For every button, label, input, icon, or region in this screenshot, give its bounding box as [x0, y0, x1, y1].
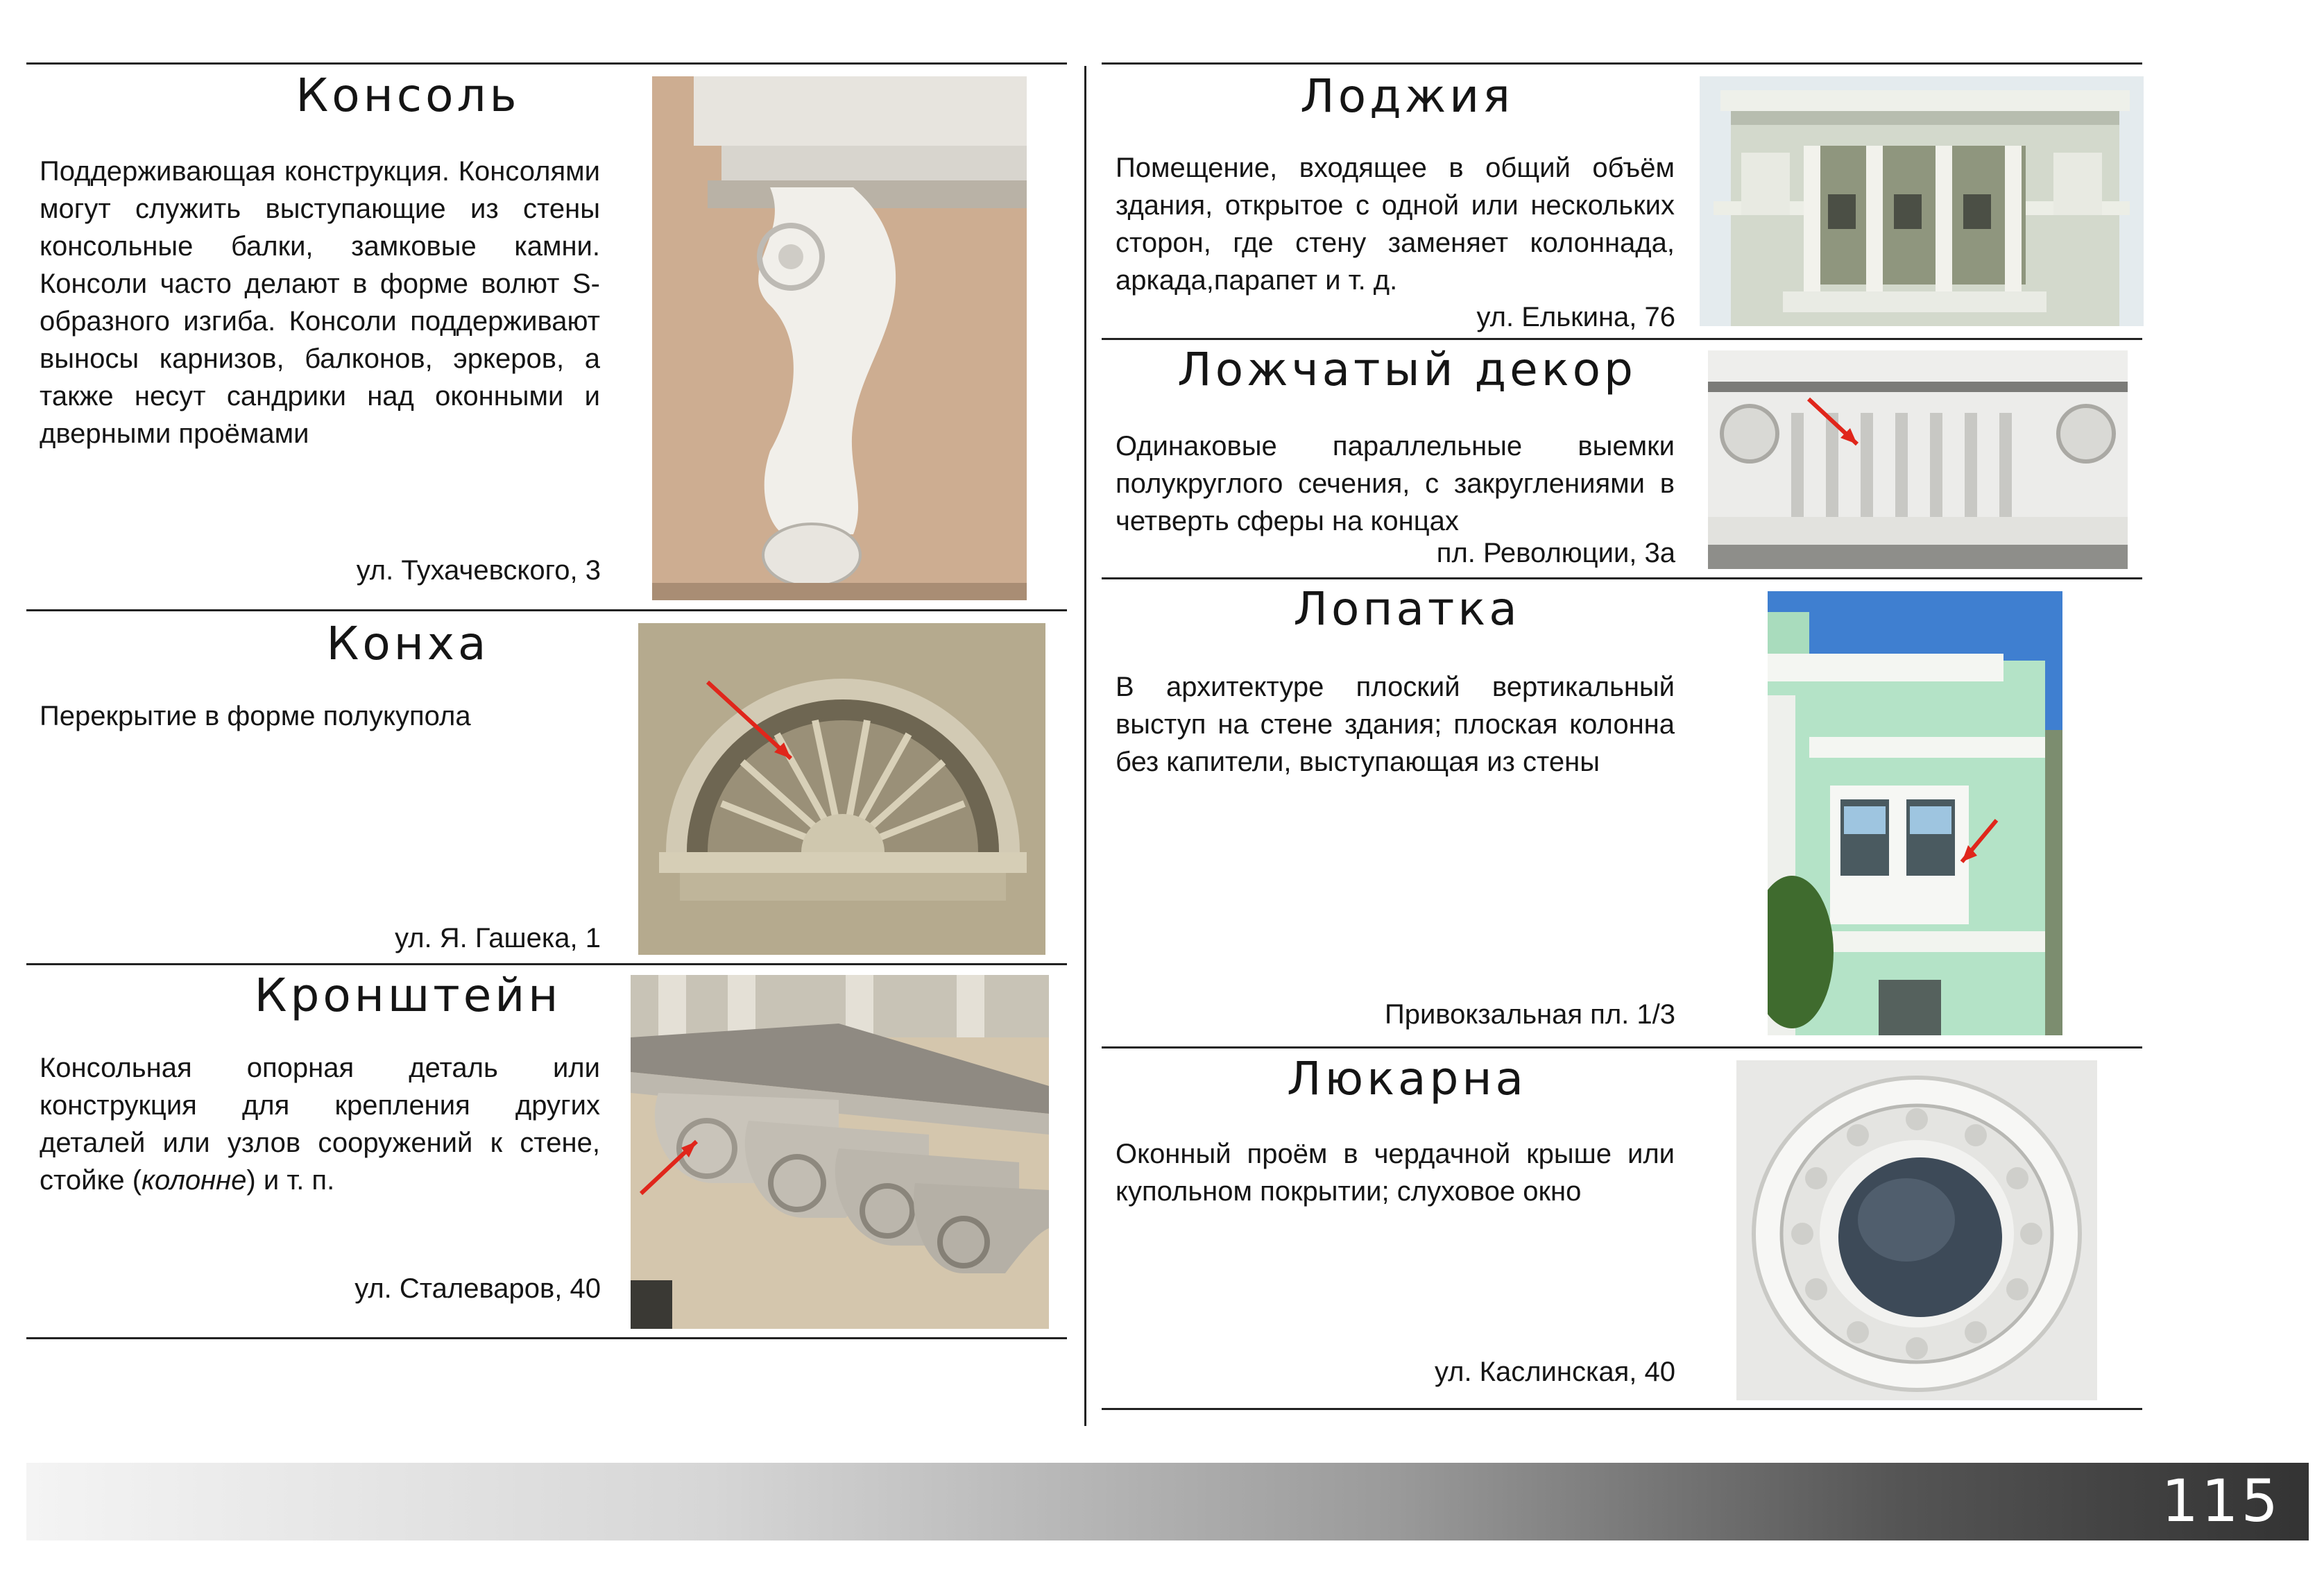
- bracket-photo: [631, 975, 1049, 1329]
- pilaster-photo: [1768, 591, 2062, 1035]
- entry-address: Привокзальная пл. 1/3: [1384, 999, 1675, 1030]
- entry-address: ул. Сталеваров, 40: [354, 1273, 601, 1304]
- entry-description: В архитектуре плоский вертикальный выступ на стене здания; плоская колонна без капители, выступающая из стены: [1116, 672, 1675, 777]
- column-divider: [1084, 66, 1086, 1426]
- description-text: Консольная опорная деталь или конструкция для крепления других деталей или узлов сооружений к стене, стойке (: [40, 1053, 600, 1196]
- loggia-photo: [1700, 76, 2144, 326]
- fluted-decor-photo: [1708, 350, 2128, 569]
- divider-left-2: [26, 963, 1067, 965]
- description-italic: колонне: [142, 1165, 247, 1196]
- entry-address: ул. Елькина, 76: [1476, 302, 1675, 332]
- divider-left-1: [26, 609, 1067, 611]
- entry-address: ул. Каслинская, 40: [1434, 1357, 1675, 1387]
- divider-right-3: [1102, 1046, 2142, 1049]
- entry-title: Консоль: [296, 69, 520, 122]
- entry-description: [40, 1049, 600, 1199]
- entry-description: Поддерживающая конструкция. Консолями могут служить выступающие из стены консольные балки, замковые камни. Консоли часто делают в форме волют S-образного изгиба. Консоли поддерживают выносы карнизов, балконов, эркеров, а также несут сандрики над оконными и дверными проёмами: [40, 156, 600, 449]
- footer-gradient-bar: [26, 1463, 2309, 1540]
- entry-address: ул. Тухачевского, 3: [356, 555, 601, 586]
- entry-title: Ложчатый декор: [1177, 343, 1637, 396]
- divider-right-2: [1102, 577, 2142, 579]
- entry-description: Помещение, входящее в общий объём здания, открытое с одной или нескольких сторон, где стену заменяет колоннада, аркада,парапет и т. д.: [1116, 153, 1675, 296]
- divider-right-4: [1102, 1408, 2142, 1410]
- console-photo: [652, 76, 1027, 600]
- top-rule-left: [26, 62, 1067, 65]
- entry-address: ул. Я. Гашека, 1: [395, 923, 601, 953]
- lucarne-photo: [1736, 1060, 2097, 1400]
- conch-photo: [638, 623, 1045, 955]
- entry-description: Оконный проём в чердачной крыше или купольном покрытии; слуховое окно: [1116, 1139, 1675, 1207]
- entry-address: пл. Революции, 3а: [1436, 538, 1675, 568]
- entry-title: Кронштейн: [254, 969, 562, 1022]
- entry-title: Люкарна: [1287, 1052, 1527, 1105]
- page-number: 115: [2161, 1467, 2281, 1535]
- entry-title: Лоджия: [1300, 69, 1514, 123]
- entry-description: Одинаковые параллельные выемки полукруглого сечения, с закруглениями в четверть сферы на концах: [1116, 431, 1675, 536]
- top-rule-right: [1102, 62, 2142, 65]
- divider-left-3: [26, 1337, 1067, 1339]
- description-text-end: ) и т. п.: [246, 1165, 335, 1196]
- divider-right-1: [1102, 338, 2142, 340]
- entry-title: Лопатка: [1293, 582, 1521, 636]
- entry-description: Перекрытие в форме полукупола: [40, 701, 471, 731]
- entry-title: Конха: [326, 617, 490, 670]
